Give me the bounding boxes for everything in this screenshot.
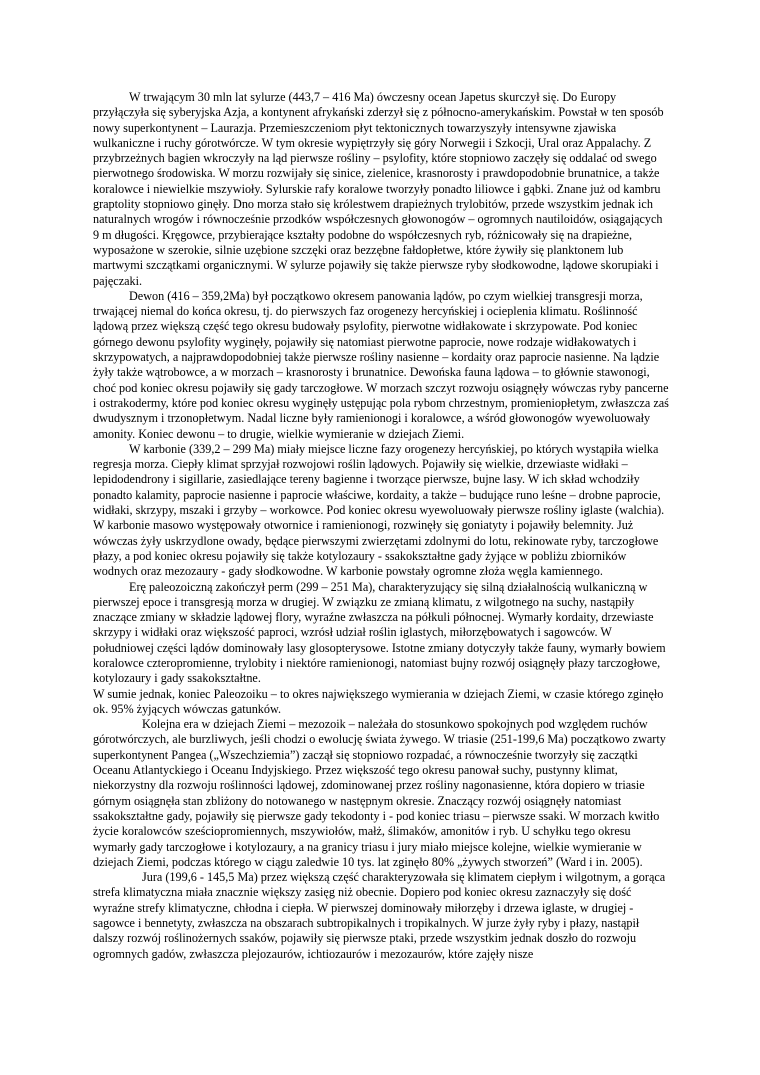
paragraph-triassic: Kolejna era w dziejach Ziemi – mezozoik – należała do stosunkowo spokojnych pod względem ruchów górotwórczych, ale burzliwych, jeśli chodzi o ewolucję świata żywego. W triasie (251-199,6 Ma) początkowo zwarty superkontynent Pangea („Wszechziemia”) zaczął się stopniowo rozpadać, a równocześnie tworzyły się zaczątki Oceanu Atlantyckiego i Oceanu Indyjskiego. Przez większość tego okresu panował suchy, pustynny klimat, niekorzystny dla rozwoju roślinności lądowej, zdominowanej przez rośliny nagonasienne, która dopiero w triasie górnym osiągnęła stan zbliżony do notowanego w następnym okresie. Znaczący rozwój osiągnęły natomiast ssakokształtne gady, pojawiły się pierwsze gady tekodonty i - pod koniec triasu – pierwsze ssaki. W morzach kwitło życie koralowców sześciopromiennych, mszywiołów, małż, ślimaków, amonitów i ryb. U schyłku tego okresu wymarły gady tarczogłowe i kotylozaury, a na granicy triasu i jury miało miejsce kolejne, wielkie wymieranie w dziejach Ziemi, podczas którego w ciągu zaledwie 10 tys. lat zginęło 80% „żywych stworzeń” (Ward i in. 2005). bbox=[93, 717, 666, 869]
document-page bbox=[93, 90, 671, 962]
paragraph-carboniferous: W karbonie (339,2 – 299 Ma) miały miejsce liczne fazy orogenezy hercyńskiej, po których wystąpiła wielka regresja morza. Ciepły klimat sprzyjał rozwojowi roślin lądowych. Pojawiły się wielkie, drzewiaste widłaki – lepidodendrony i sigillarie, zasiedlające tereny bagienne i tworzące pierwsze, bujne lasy. W ich skład wchodziły ponadto kalamity, paprocie nasienne i paprocie właściwe, kordaity, a także – budujące runo leśne – drobne paprocie, widłaki, skrzypy, mszaki i grzyby – workowce. Pod koniec okresu wyewoluowały pierwsze rośliny iglaste (walchia). W karbonie masowo występowały otwornice i ramienionogi, rozwinęły się goniatyty i pojawiły belemnity. Już wówczas żyły uskrzydlone owady, będące pierwszymi zwierzętami zdolnymi do lotu, rekinowate ryby, tarczogłowe płazy, a pod koniec okresu pojawiły się także kotylozaury - ssakokształtne gady żyjące w pobliżu zbiorników wodnych oraz mezozaury - gady słodkowodne. W karbonie powstały ogromne złoża węgla kamiennego. bbox=[93, 441, 665, 579]
paragraph-devonian: Dewon (416 – 359,2Ma) był początkowo okresem panowania lądów, po czym wielkiej transgresji morza, trwającej niemal do końca okresu, tj. do pierwszych faz orogenezy hercyńskiej i ocieplenia klimatu. Roślinność lądową przez większą część tego okresu budowały psylofity, pierwotne widłakowate i skrzypowate. Pod koniec górnego dewonu psylofity wyginęły, pojawiły się natomiast pierwotne paprocie, nowe rodzaje widłakowatych i skrzypowatych, a najprawdopodobniej także pierwsze rośliny nasienne – kordaity oraz paprocie nasienne. Na lądzie żyły także wątrobowce, a w morzach – krasnorosty i brunatnice. Dewońska fauna lądowa – to głównie stawonogi, choć pod koniec okresu pojawiły się gady tarczogłowe. W morzach szczyt rozwoju osiągnęły wówczas ryby pancerne i ostrakodermy, które pod koniec okresu wyginęły ustępując pola rybom chrzestnym, promieniopłetym, zwłaszcza zaś dwudysznym i trzonopłetwym. Nadal liczne były ramienionogi i koralowce, a wśród głowonogów wyewoluowały amonity. Koniec dewonu – to drugie, wielkie wymieranie w dziejach Ziemi. bbox=[93, 288, 669, 441]
paragraph-permian: Erę paleozoiczną zakończył perm (299 – 251 Ma), charakteryzujący się silną działalnością wulkaniczną w pierwszej epoce i transgresją morza w drugiej. W związku ze zmianą klimatu, z wilgotnego na suchy, nastąpiły znaczące zmiany w składzie lądowej flory, wyraźne zwłaszcza na półkuli północnej. Wymarły kordaity, drzewiaste skrzypy i widłaki oraz większość paproci, wzrósł udział roślin iglastych, miłorzębowatych i sagowców. W południowej części lądów dominowały lasy glosopterysowe. Istotne zmiany dotyczyły także fauny, wymarły bowiem koralowce czteropromienne, trylobity i niektóre ramienionogi, natomiast bujny rozwój osiągnęły płazy tarczogłowe, kotylozaury i gady ssakokształtne. bbox=[93, 579, 666, 686]
paragraph-paleozoic-summary: W sumie jednak, koniec Paleozoiku – to okres największego wymierania w dziejach Ziemi, w czasie którego zginęło ok. 95% żyjących wówczas gatunków. bbox=[93, 686, 664, 716]
paragraph-silurian: W trwającym 30 mln lat sylurze (443,7 – 416 Ma) ówczesny ocean Japetus skurczył się. Do Europy przyłączyła się syberyjska Azja, a kontynent afrykański zderzył się z północno-amerykańskim. Powstał w ten sposób nowy superkontynent – Laurazja. Przemieszczeniom płyt tektonicznych towarzyszyły intensywne zjawiska wulkaniczne i ruchy górotwórcze. W tym okresie wypiętrzyły się góry Norwegii i Szkocji, Ural oraz Appalachy. Z przybrzeżnych bagien wkroczyły na ląd pierwsze rośliny – psylofity, które stopniowo zaczęły się oddalać od swego pierwotnego środowiska. W morzu rozwijały się sinice, zielenice, krasnorosty i prawdopodobnie brunatnice, a także koralowce i niewielkie mszywioły. Sylurskie rafy koralowe tworzyły ponadto liliowce i gąbki. Znane już od kambru graptolity stopniowo ginęły. Dno morza stało się królestwem drapieżnych trylobitów, przede wszystkim jednak ich naturalnych wrogów i równocześnie przodków współczesnych głowonogów – ogromnych nautiloidów, osiągających 9 m długości. Kręgowce, przybierające kształty podobne do współczesnych ryb, różnicowały się na drapieżne, wyposażone w szerokie, silnie uzębione szczęki oraz bezzębne fałdopłetwe, które żywiły się planktonem lub martwymi szczątkami organicznymi. W sylurze pojawiły się także pierwsze ryby słodkowodne, lądowe skorupiaki i pajęczaki. bbox=[93, 90, 664, 288]
paragraph-jurassic: Jura (199,6 - 145,5 Ma) przez większą część charakteryzowała się klimatem ciepłym i wilgotnym, a gorąca strefa klimatyczna miała znacznie większy zasięg niż obecnie. Dopiero pod koniec okresu zaznaczyły się dość wyraźne strefy klimatyczne, chłodna i ciepła. W pierwszej dominowały miłorzęby i drzewa iglaste, w drugiej - sagowce i bennetyty, zwłaszcza na obszarach subtropikalnych i tropikalnych. W jurze żyły ryby i płazy, nastąpił dalszy rozwój roślinożernych ssaków, pojawiły się pierwsze ptaki, przede wszystkim jednak doszło do rozwoju ogromnych gadów, zwłaszcza plejozaurów, ichtiozaurów i mezozaurów, które zajęły nisze bbox=[93, 870, 666, 961]
